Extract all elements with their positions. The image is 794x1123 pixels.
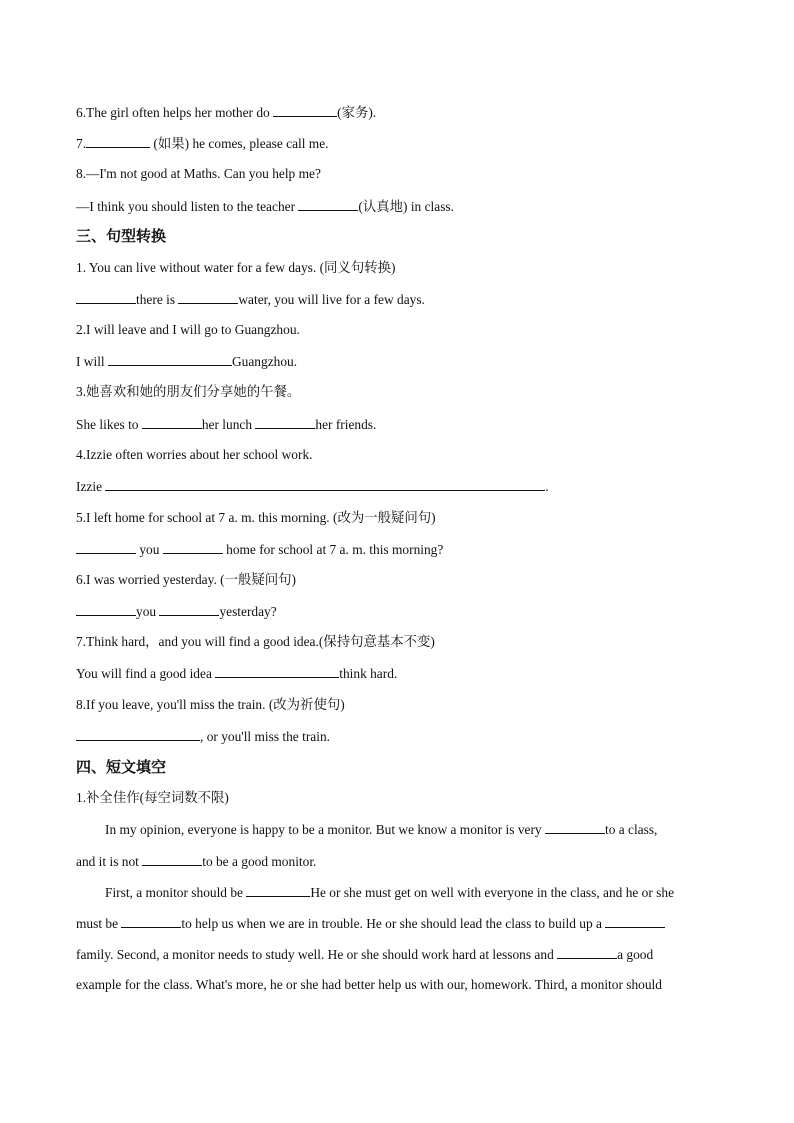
answer-blank[interactable] bbox=[142, 852, 202, 866]
answer-blank[interactable] bbox=[298, 197, 358, 211]
s4-p2-line3: family. Second, a monitor needs to study well. He or she should work hard at lessons and a good bbox=[76, 947, 654, 962]
s4-title: 1.补全佳作(每空词数不限) bbox=[76, 790, 229, 805]
answer-blank[interactable] bbox=[159, 602, 219, 616]
answer-blank[interactable] bbox=[178, 290, 238, 304]
answer-blank[interactable] bbox=[255, 415, 315, 429]
answer-blank[interactable] bbox=[215, 664, 339, 678]
answer-blank[interactable] bbox=[76, 727, 200, 741]
answer-blank[interactable] bbox=[163, 540, 223, 554]
s3-q7-prompt: 7.Think hard，and you will find a good idea.(保持句意基本不变) bbox=[76, 634, 435, 649]
s3-q4-prompt: 4.Izzie often worries about her school work. bbox=[76, 447, 313, 462]
s4-p2-line1: First, a monitor should be He or she must get on well with everyone in the class, and he or she bbox=[105, 885, 675, 900]
answer-blank[interactable] bbox=[76, 602, 136, 616]
s3-q5-answer: you home for school at 7 a. m. this morning? bbox=[76, 540, 734, 559]
s4-p2-line4: example for the class. What's more, he or she had better help us with our, homework. Third, a monitor should bbox=[76, 977, 662, 992]
s4-p2-line2: must be to help us when we are in trouble. He or she should lead the class to build up a bbox=[76, 914, 734, 933]
section-heading-3: 三、句型转换 bbox=[76, 227, 167, 245]
s3-q7-answer: You will find a good idea think hard. bbox=[76, 666, 398, 681]
answer-blank[interactable] bbox=[108, 352, 232, 366]
answer-blank[interactable] bbox=[557, 945, 617, 959]
s3-q1-prompt: 1. You can live without water for a few days. (同义句转换) bbox=[76, 260, 396, 275]
s3-q8-answer: , or you'll miss the train. bbox=[76, 727, 734, 746]
question-6: 6.The girl often helps her mother do (家务). bbox=[76, 105, 377, 120]
answer-blank[interactable] bbox=[86, 134, 150, 148]
section-heading-4: 四、短文填空 bbox=[76, 758, 167, 776]
question-8-line1: 8.—I'm not good at Maths. Can you help me? bbox=[76, 166, 321, 181]
answer-blank[interactable] bbox=[142, 415, 202, 429]
s4-p1-line1: In my opinion, everyone is happy to be a monitor. But we know a monitor is very to a class, bbox=[105, 822, 658, 837]
answer-blank[interactable] bbox=[76, 290, 136, 304]
s3-q5-prompt: 5.I left home for school at 7 a. m. this morning. (改为一般疑问句) bbox=[76, 510, 436, 525]
answer-blank[interactable] bbox=[545, 820, 605, 834]
s3-q3-prompt: 3.她喜欢和她的朋友们分享她的午餐。 bbox=[76, 384, 301, 399]
answer-blank[interactable] bbox=[121, 914, 181, 928]
answer-blank[interactable] bbox=[76, 540, 136, 554]
s3-q6-answer: you yesterday? bbox=[76, 602, 734, 621]
s3-q3-answer: She likes to her lunch her friends. bbox=[76, 417, 377, 432]
s3-q2-answer: I will Guangzhou. bbox=[76, 354, 298, 369]
answer-blank[interactable] bbox=[246, 883, 310, 897]
s3-q8-prompt: 8.If you leave, you'll miss the train. (改为祈使句) bbox=[76, 697, 345, 712]
answer-blank[interactable] bbox=[605, 914, 665, 928]
s4-p1-line2: and it is not to be a good monitor. bbox=[76, 854, 317, 869]
question-7: 7. (如果) he comes, please call me. bbox=[76, 136, 329, 151]
answer-blank[interactable] bbox=[273, 103, 337, 117]
s3-q1-answer: there is water, you will live for a few days. bbox=[76, 290, 734, 309]
s3-q2-prompt: 2.I will leave and I will go to Guangzhou. bbox=[76, 322, 300, 337]
s3-q4-answer: Izzie . bbox=[76, 479, 549, 494]
question-8-line2: —I think you should listen to the teacher (认真地) in class. bbox=[76, 199, 454, 214]
s3-q6-prompt: 6.I was worried yesterday. (一般疑问句) bbox=[76, 572, 297, 587]
answer-blank[interactable] bbox=[105, 477, 545, 491]
